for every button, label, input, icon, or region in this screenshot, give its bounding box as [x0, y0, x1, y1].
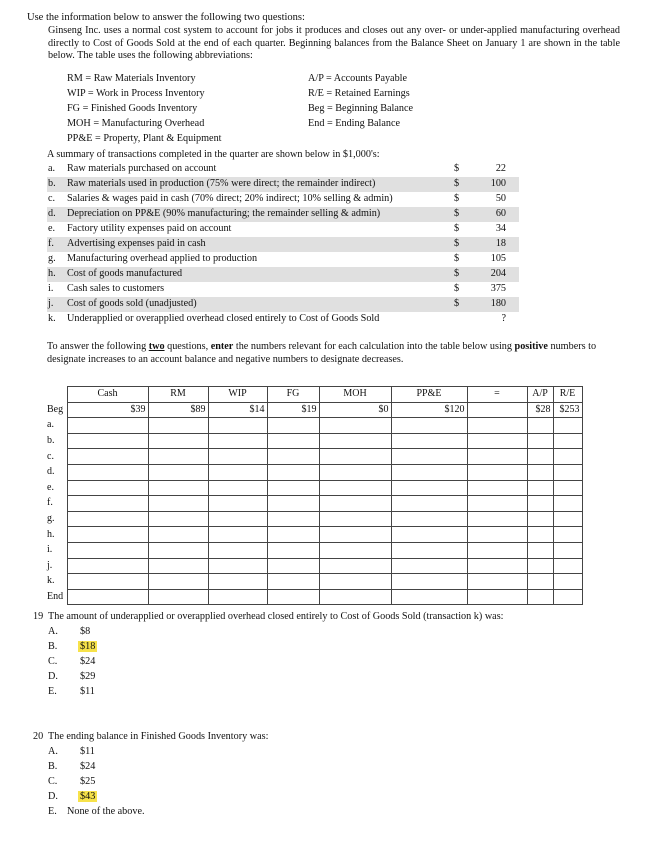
cell[interactable]: [148, 496, 208, 512]
beg-moh: $0: [319, 402, 391, 418]
col-header-ppe: PP&E: [391, 387, 467, 403]
transaction-currency: $: [454, 283, 460, 294]
cell[interactable]: [527, 496, 553, 512]
cell[interactable]: [208, 480, 267, 496]
cell[interactable]: [553, 480, 582, 496]
cell[interactable]: [67, 496, 148, 512]
cell[interactable]: [553, 433, 582, 449]
cell[interactable]: [267, 511, 319, 527]
transaction-currency: $: [454, 253, 460, 264]
cell[interactable]: [467, 464, 527, 480]
abbr-re: R/E = Retained Earnings: [308, 88, 410, 99]
cell[interactable]: [319, 480, 391, 496]
col-header-rm: RM: [148, 387, 208, 403]
cell[interactable]: [148, 558, 208, 574]
cell[interactable]: [319, 464, 391, 480]
cell[interactable]: [67, 527, 148, 543]
instructions-mid: questions,: [164, 341, 211, 352]
transaction-amount: 204: [490, 268, 506, 279]
transaction-currency: $: [454, 208, 460, 219]
transaction-desc: Raw materials used in production (75% were direct; the remainder indirect): [67, 178, 376, 189]
cell[interactable]: [553, 511, 582, 527]
scenario-paragraph: Ginseng Inc. uses a normal cost system to account for jobs it produces and closes out any over- or under-applied manufacturing overhead directly to Cost of Goods Sold at the end of each quarter. Beginning balances from the Balance Sheet on January 1 are shown in the table below. The table uses the following abbreviations:: [48, 25, 620, 62]
cell[interactable]: [148, 433, 208, 449]
transaction-desc: Manufacturing overhead applied to production: [67, 253, 258, 264]
summary-intro: A summary of transactions completed in the quarter are shown below in $1,000's:: [47, 149, 380, 160]
cell[interactable]: [467, 527, 527, 543]
cell[interactable]: [527, 449, 553, 465]
transaction-row: [47, 162, 519, 177]
cell[interactable]: [267, 418, 319, 434]
transaction-amount: 105: [490, 253, 506, 264]
cell[interactable]: [67, 449, 148, 465]
cell[interactable]: [467, 574, 527, 590]
col-header-moh: MOH: [319, 387, 391, 403]
transaction-desc: Cost of goods manufactured: [67, 268, 183, 279]
intro-heading: Use the information below to answer the following two questions:: [27, 12, 305, 23]
col-header-equals: =: [467, 387, 527, 403]
cell[interactable]: [67, 433, 148, 449]
cell[interactable]: [391, 558, 467, 574]
cell[interactable]: [208, 574, 267, 590]
transaction-amount: 18: [495, 238, 506, 249]
cell[interactable]: [527, 542, 553, 558]
cell[interactable]: [148, 480, 208, 496]
cell[interactable]: [267, 433, 319, 449]
cell[interactable]: [267, 558, 319, 574]
cell[interactable]: [208, 464, 267, 480]
cell[interactable]: [208, 418, 267, 434]
transaction-label: k.: [48, 313, 56, 324]
cell[interactable]: [391, 496, 467, 512]
cell[interactable]: [67, 574, 148, 590]
q20-option-d-highlighted[interactable]: $43: [80, 791, 96, 802]
transaction-amount: 60: [495, 208, 506, 219]
col-header-re: R/E: [553, 387, 582, 403]
cell[interactable]: [319, 574, 391, 590]
col-header-ap: A/P: [527, 387, 553, 403]
cell[interactable]: [148, 574, 208, 590]
instructions: [47, 341, 607, 366]
cell[interactable]: [148, 542, 208, 558]
table-row: [47, 527, 582, 543]
cell[interactable]: [391, 527, 467, 543]
transaction-desc: Salaries & wages paid in cash (70% direct; 20% indirect; 10% selling & admin): [67, 193, 393, 204]
cell[interactable]: [267, 464, 319, 480]
q20-option-e[interactable]: None of the above.: [67, 806, 145, 817]
transaction-amount: 22: [495, 163, 506, 174]
cell[interactable]: [553, 418, 582, 434]
corner-cell: [47, 387, 67, 403]
transaction-amount: 100: [490, 178, 506, 189]
cell[interactable]: [527, 558, 553, 574]
transaction-currency: $: [454, 268, 460, 279]
cell[interactable]: [67, 480, 148, 496]
instructions-post: numbers to designate increases to an account balance and negative numbers to designate decreases.: [47, 341, 597, 365]
cell[interactable]: [467, 433, 527, 449]
cell[interactable]: [319, 527, 391, 543]
transaction-label: b.: [48, 178, 56, 189]
cell[interactable]: [553, 542, 582, 558]
cell[interactable]: [319, 496, 391, 512]
q20-option-letter: A.: [48, 746, 58, 757]
table-header-row: [47, 387, 582, 403]
transaction-desc: Depreciation on PP&E (90% manufacturing; the remainder selling & admin): [67, 208, 381, 219]
beg-ppe: $120: [391, 402, 467, 418]
cell[interactable]: [67, 464, 148, 480]
row-label: h.: [47, 527, 67, 543]
cell[interactable]: [527, 574, 553, 590]
table-row: [47, 418, 582, 434]
cell[interactable]: [527, 527, 553, 543]
transaction-desc: Cash sales to customers: [67, 283, 165, 294]
q20-text: The ending balance in Finished Goods Inventory was:: [48, 731, 269, 742]
transaction-label: j.: [48, 298, 54, 309]
q19-option-c[interactable]: $24: [80, 656, 96, 667]
cell[interactable]: [467, 496, 527, 512]
cell[interactable]: [319, 542, 391, 558]
cell[interactable]: [67, 558, 148, 574]
row-label: g.: [47, 511, 67, 527]
q19-text: The amount of underapplied or overapplied overhead closed entirely to Cost of Goods Sold (transaction k) was:: [48, 611, 504, 622]
beg-ap: $28: [527, 402, 553, 418]
beg-re: $253: [553, 402, 582, 418]
transaction-row: [47, 207, 519, 222]
cell[interactable]: [553, 449, 582, 465]
cell[interactable]: [319, 449, 391, 465]
transaction-desc: Factory utility expenses paid on account: [67, 223, 232, 234]
table-row: [47, 433, 582, 449]
cell[interactable]: [267, 574, 319, 590]
row-label: k.: [47, 574, 67, 590]
abbr-wip: WIP = Work in Process Inventory: [67, 88, 205, 99]
transaction-desc: Underapplied or overapplied overhead closed entirely to Cost of Goods Sold: [67, 313, 380, 324]
abbr-beg: Beg = Beginning Balance: [308, 103, 414, 114]
row-label: f.: [47, 496, 67, 512]
cell[interactable]: [208, 496, 267, 512]
transaction-desc: Cost of goods sold (unadjusted): [67, 298, 197, 309]
transaction-amount: 34: [495, 223, 506, 234]
table-row: [47, 480, 582, 496]
transaction-row: [47, 297, 519, 312]
cell[interactable]: [267, 496, 319, 512]
transaction-row: [47, 312, 519, 327]
transaction-label: f.: [48, 238, 54, 249]
q20-number: 20: [33, 731, 44, 742]
cell[interactable]: [148, 527, 208, 543]
cell[interactable]: [391, 542, 467, 558]
q19-option-letter: E.: [48, 686, 57, 697]
transaction-row: [47, 267, 519, 282]
cell[interactable]: [319, 433, 391, 449]
cell[interactable]: [67, 589, 148, 605]
cell[interactable]: [467, 449, 527, 465]
cell[interactable]: [208, 542, 267, 558]
cell[interactable]: [467, 589, 527, 605]
cell[interactable]: [553, 574, 582, 590]
transaction-label: g.: [48, 253, 56, 264]
q19-option-letter: C.: [48, 656, 58, 667]
transaction-row: [47, 282, 519, 297]
transaction-row: [47, 222, 519, 237]
transaction-amount: 50: [495, 193, 506, 204]
row-label: i.: [47, 542, 67, 558]
cell[interactable]: [319, 589, 391, 605]
cell[interactable]: [391, 511, 467, 527]
col-header-wip: WIP: [208, 387, 267, 403]
cell[interactable]: [391, 480, 467, 496]
cell[interactable]: [267, 527, 319, 543]
cell[interactable]: [467, 480, 527, 496]
cell[interactable]: [67, 542, 148, 558]
beg-cash: $39: [67, 402, 148, 418]
cell[interactable]: [208, 511, 267, 527]
table-row: [47, 449, 582, 465]
cell[interactable]: [391, 574, 467, 590]
transaction-currency: $: [454, 178, 460, 189]
cell[interactable]: [267, 449, 319, 465]
transaction-currency: $: [454, 298, 460, 309]
cell[interactable]: [391, 418, 467, 434]
q20-option-letter: D.: [48, 791, 58, 802]
cell[interactable]: [553, 496, 582, 512]
cell[interactable]: [527, 464, 553, 480]
cell[interactable]: [467, 558, 527, 574]
q19-option-letter: A.: [48, 626, 58, 637]
row-label: a.: [47, 418, 67, 434]
cell[interactable]: [391, 464, 467, 480]
q19-option-e[interactable]: $11: [80, 686, 95, 697]
transaction-row: [47, 177, 519, 192]
cell[interactable]: [467, 511, 527, 527]
cell[interactable]: [148, 418, 208, 434]
row-label: Beg: [47, 402, 67, 418]
transaction-row: [47, 237, 519, 252]
cell[interactable]: [527, 589, 553, 605]
beg-wip: $14: [208, 402, 267, 418]
transaction-currency: $: [454, 223, 460, 234]
table-row: [47, 558, 582, 574]
transaction-currency: $: [454, 193, 460, 204]
cell[interactable]: [267, 542, 319, 558]
transaction-label: e.: [48, 223, 56, 234]
cell[interactable]: [553, 464, 582, 480]
cell[interactable]: [148, 589, 208, 605]
row-label: j.: [47, 558, 67, 574]
cell[interactable]: [208, 449, 267, 465]
cell[interactable]: [527, 418, 553, 434]
transaction-row: [47, 252, 519, 267]
cell[interactable]: [527, 480, 553, 496]
cell[interactable]: [208, 589, 267, 605]
q19-option-letter: D.: [48, 671, 58, 682]
transaction-label: c.: [48, 193, 56, 204]
row-label: e.: [47, 480, 67, 496]
cell[interactable]: [267, 480, 319, 496]
transaction-currency: $: [454, 163, 460, 174]
transaction-label: h.: [48, 268, 56, 279]
row-label: d.: [47, 464, 67, 480]
transaction-desc: Raw materials purchased on account: [67, 163, 217, 174]
table-row: [47, 511, 582, 527]
cell[interactable]: [553, 558, 582, 574]
instructions-pre: To answer the following: [47, 341, 149, 352]
col-header-fg: FG: [267, 387, 319, 403]
beg-equals: [467, 402, 527, 418]
end-row: [47, 589, 582, 605]
cell[interactable]: [467, 418, 527, 434]
abbr-fg: FG = Finished Goods Inventory: [67, 103, 198, 114]
cell[interactable]: [67, 418, 148, 434]
cell[interactable]: [319, 558, 391, 574]
q20-option-a[interactable]: $11: [80, 746, 95, 757]
cell[interactable]: [148, 464, 208, 480]
table-row: [47, 542, 582, 558]
cell[interactable]: [391, 449, 467, 465]
row-label: c.: [47, 449, 67, 465]
cell[interactable]: [208, 558, 267, 574]
balance-worksheet-table: [47, 386, 583, 605]
abbr-rm: RM = Raw Materials Inventory: [67, 73, 196, 84]
instructions-two: two: [148, 341, 165, 352]
beg-row: [47, 402, 582, 418]
transaction-amount: 375: [490, 283, 506, 294]
abbr-ap: A/P = Accounts Payable: [308, 73, 408, 84]
q20-option-b[interactable]: $24: [80, 761, 96, 772]
cell[interactable]: [391, 589, 467, 605]
instructions-mid2: the numbers relevant for each calculation into the table below using: [233, 341, 515, 352]
abbr-moh: MOH = Manufacturing Overhead: [67, 118, 205, 129]
transaction-label: a.: [48, 163, 56, 174]
q19-option-b-highlighted[interactable]: $18: [80, 641, 96, 652]
q20-option-letter: B.: [48, 761, 58, 772]
table-row: [47, 496, 582, 512]
transaction-amount: ?: [501, 313, 506, 324]
transaction-row: [47, 192, 519, 207]
instructions-enter: enter: [210, 341, 234, 352]
q20-option-c[interactable]: $25: [80, 776, 96, 787]
row-label: End: [47, 589, 67, 605]
transaction-desc: Advertising expenses paid in cash: [67, 238, 206, 249]
cell[interactable]: [319, 511, 391, 527]
abbr-ppe: PP&E = Property, Plant & Equipment: [67, 133, 222, 144]
row-label: b.: [47, 433, 67, 449]
cell[interactable]: [67, 511, 148, 527]
cell[interactable]: [148, 449, 208, 465]
cell[interactable]: [467, 542, 527, 558]
table-row: [47, 574, 582, 590]
q19-option-d[interactable]: $29: [80, 671, 96, 682]
cell[interactable]: [527, 433, 553, 449]
cell[interactable]: [267, 589, 319, 605]
transaction-label: d.: [48, 208, 56, 219]
instructions-positive: positive: [514, 341, 548, 352]
col-header-cash: Cash: [67, 387, 148, 403]
cell[interactable]: [391, 433, 467, 449]
cell[interactable]: [148, 511, 208, 527]
beg-rm: $89: [148, 402, 208, 418]
table-row: [47, 464, 582, 480]
cell[interactable]: [319, 418, 391, 434]
cell[interactable]: [553, 527, 582, 543]
cell[interactable]: [553, 589, 582, 605]
transaction-label: i.: [48, 283, 54, 294]
q19-option-letter: B.: [48, 641, 58, 652]
cell[interactable]: [208, 433, 267, 449]
q20-option-letter: E.: [48, 806, 57, 817]
cell[interactable]: [208, 527, 267, 543]
beg-fg: $19: [267, 402, 319, 418]
q20-option-letter: C.: [48, 776, 58, 787]
abbr-end: End = Ending Balance: [308, 118, 401, 129]
q19-number: 19: [33, 611, 44, 622]
transaction-amount: 180: [490, 298, 506, 309]
transaction-currency: $: [454, 238, 460, 249]
q19-option-a[interactable]: $8: [80, 626, 91, 637]
cell[interactable]: [527, 511, 553, 527]
